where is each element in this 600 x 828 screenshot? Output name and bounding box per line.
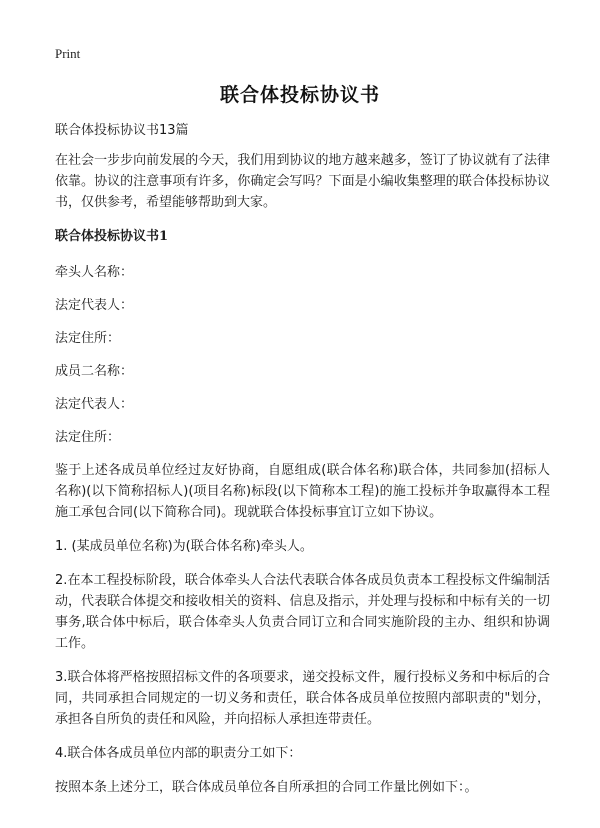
document-subtitle: 联合体投标协议书13篇 — [55, 123, 189, 138]
preamble-paragraph: 鉴于上述各成员单位经过友好协商，自愿组成(联合体名称)联合体，共同参加(招标人名称)(以下简称招标人)(项目名称)标段(以下简称本工程)的施工投标并争取赢得本工程施工承包合同(以下简称合同)。现就联合体投标事宜订立如下协议。 — [55, 463, 550, 520]
document-title: 联合体投标协议书 — [219, 84, 380, 106]
clause-2: 2.在本工程投标阶段，联合体牵头人合法代表联合体各成员负责本工程投标文件编制活动，代表联合体提交和接收相关的资料、信息及指示，并处理与投标和中标有关的一切事务,联合体中标后，联合体牵头人负责合同订立和合同实施阶段的主办、组织和协调工作。 — [55, 573, 550, 651]
member2-address-field: 法定住所： — [55, 430, 121, 445]
clause-4: 4.联合体各成员单位内部的职责分工如下： — [55, 746, 302, 761]
clause-4-detail: 按照本条上述分工，联合体成员单位各自所承担的合同工作量比例如下：。 — [55, 780, 478, 795]
member2-representative-field: 法定代表人： — [55, 397, 134, 412]
member2-name-field: 成员二名称： — [55, 364, 134, 379]
intro-paragraph: 在社会一步步向前发展的今天，我们用到协议的地方越来越多，签订了协议就有了法律依靠。协议的注意事项有许多，你确定会写吗？下面是小编收集整理的联合体投标协议书，仅供参考，希望能够帮助到大家。 — [55, 153, 550, 210]
clause-3: 3.联合体将严格按照招标文件的各项要求，递交投标文件，履行投标义务和中标后的合同，共同承担合同规定的一切义务和责任，联合体各成员单位按照内部职责的"划分，承担各自所负的责任和风险，并向招标人承担连带责任。 — [55, 670, 550, 727]
lead-name-field: 牵头人名称： — [55, 265, 134, 280]
print-link[interactable]: Print — [55, 46, 81, 61]
lead-address-field: 法定住所： — [55, 331, 121, 346]
lead-representative-field: 法定代表人： — [55, 298, 134, 313]
document-body — [55, 120, 550, 811]
clause-1: 1. (某成员单位名称)为(联合体名称)牵头人。 — [55, 539, 313, 554]
section-heading: 联合体投标协议书1 — [55, 229, 169, 244]
